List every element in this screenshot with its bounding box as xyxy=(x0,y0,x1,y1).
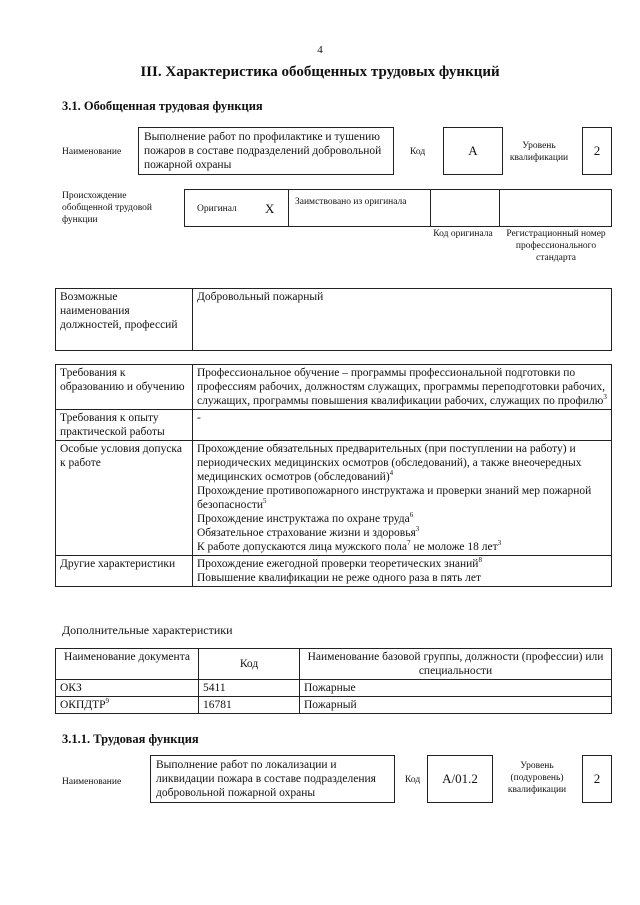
additional-title: Дополнительные характеристики xyxy=(62,623,233,637)
footnote-ref: 5 xyxy=(263,497,267,506)
gtf-level-value: 2 xyxy=(582,127,612,175)
gtf-code-value: A xyxy=(443,127,503,175)
condition-item xyxy=(197,484,607,512)
header-code: Код xyxy=(199,649,300,680)
row-doc xyxy=(56,680,199,697)
row-name: Пожарные xyxy=(300,680,612,697)
condition-text: Обязательное страхование жизни и здоровья xyxy=(197,527,416,539)
header-name: Наименование базовой группы, должности (профессии) или специальности xyxy=(300,649,612,680)
footnote-ref: 9 xyxy=(105,697,110,706)
doc-text: ОКЗ xyxy=(60,682,82,694)
condition-text: не моложе 18 лет xyxy=(410,541,498,553)
row-code: 16781 xyxy=(199,697,300,714)
tf-level-value: 2 xyxy=(582,755,612,803)
tf-code-label: Код xyxy=(405,775,421,785)
conditions-label: Особые условия допуска к работе xyxy=(56,441,193,556)
original-label: Оригинал xyxy=(197,204,237,214)
doc-text: ОКПДТР xyxy=(60,699,106,711)
other-item: Повышение квалификации не реже одного раза в пять лет xyxy=(197,572,482,584)
condition-item xyxy=(197,512,607,526)
footnote-ref: 7 xyxy=(407,539,411,548)
borrowed-label: Заимствовано из оригинала xyxy=(295,197,407,207)
tf-level-label: Уровень (подуровень) квалификации xyxy=(507,761,567,795)
gtf-level-label: Уровень квалификации xyxy=(509,141,569,163)
gtf-name-label: Наименование xyxy=(62,147,122,157)
tf-name-value: Выполнение работ по локализации и ликвидации пожара в составе подразделения добровольной пожарной охраны xyxy=(150,755,395,803)
condition-item xyxy=(197,442,607,484)
other-label: Другие характеристики xyxy=(56,556,193,587)
footnote-ref: 3 xyxy=(415,525,420,534)
gtf-name-value: Выполнение работ по профилактике и тушению пожаров в составе подразделений добровольной пожарной охраны xyxy=(138,127,394,175)
footnote-ref: 3 xyxy=(603,393,607,402)
condition-item xyxy=(197,526,607,540)
tf-code-value: A/01.2 xyxy=(427,755,493,803)
condition-text: Прохождение противопожарного инструктажа и проверки знаний мер пожарной безопасности xyxy=(197,485,592,511)
positions-label: Возможные наименования должностей, профессий xyxy=(56,289,193,351)
tf-name-label: Наименование xyxy=(62,777,122,787)
section-title: III. Характеристика обобщенных трудовых функций xyxy=(140,64,500,80)
other-cell xyxy=(193,556,612,587)
origin-table xyxy=(184,189,612,227)
education-cell xyxy=(193,365,612,410)
original-mark: X xyxy=(265,201,275,216)
footnote-ref: 3 xyxy=(497,539,502,548)
additional-table xyxy=(55,648,612,714)
condition-item xyxy=(197,540,607,554)
table-row xyxy=(56,697,612,714)
footnote-ref: 8 xyxy=(478,556,482,565)
experience-label: Требования к опыту практической работы xyxy=(56,410,193,441)
table-row xyxy=(56,680,612,697)
requirements-table xyxy=(55,364,612,587)
gtf-heading: 3.1. Обобщенная трудовая функция xyxy=(62,99,263,113)
divider xyxy=(288,190,289,226)
experience-value: - xyxy=(193,410,612,441)
footnote-ref: 4 xyxy=(389,469,394,478)
row-doc xyxy=(56,697,199,714)
reg-number-label: Регистрационный номер профессионального стандарта xyxy=(506,229,606,263)
tf-heading: 3.1.1. Трудовая функция xyxy=(62,732,199,746)
gtf-code-label: Код xyxy=(410,147,426,157)
condition-text: К работе допускаются лица мужского пола xyxy=(197,541,408,553)
orig-code-label: Код оригинала xyxy=(433,229,493,239)
divider xyxy=(430,190,431,226)
positions-value: Добровольный пожарный xyxy=(193,289,612,351)
footnote-ref: 6 xyxy=(409,511,414,520)
header-doc: Наименование документа xyxy=(56,649,199,680)
condition-text: Прохождение обязательных предварительных (при поступлении на работу) и периодических медицинских осмотров (обследований), а также внеочередных медицинских осмотров (обследований) xyxy=(197,443,582,483)
row-code: 5411 xyxy=(199,680,300,697)
other-item xyxy=(197,557,607,571)
gtf-origin-label: Происхождение обобщенной трудовой функции xyxy=(62,191,152,225)
positions-table xyxy=(55,288,612,351)
education-label: Требования к образованию и обучению xyxy=(56,365,193,410)
condition-text: Прохождение инструктажа по охране труда xyxy=(197,513,410,525)
page-number: 4 xyxy=(317,44,323,56)
divider xyxy=(499,190,500,226)
conditions-cell xyxy=(193,441,612,556)
row-name: Пожарный xyxy=(300,697,612,714)
education-value: Профессиональное обучение – программы профессиональной подготовки по профессиям рабочих, должностям служащих, программы переподготовки рабочих, служащих, программы повышения квалификации рабочих, служащих по профилю xyxy=(197,367,605,407)
other-text: Прохождение ежегодной проверки теоретических знаний xyxy=(197,558,479,570)
